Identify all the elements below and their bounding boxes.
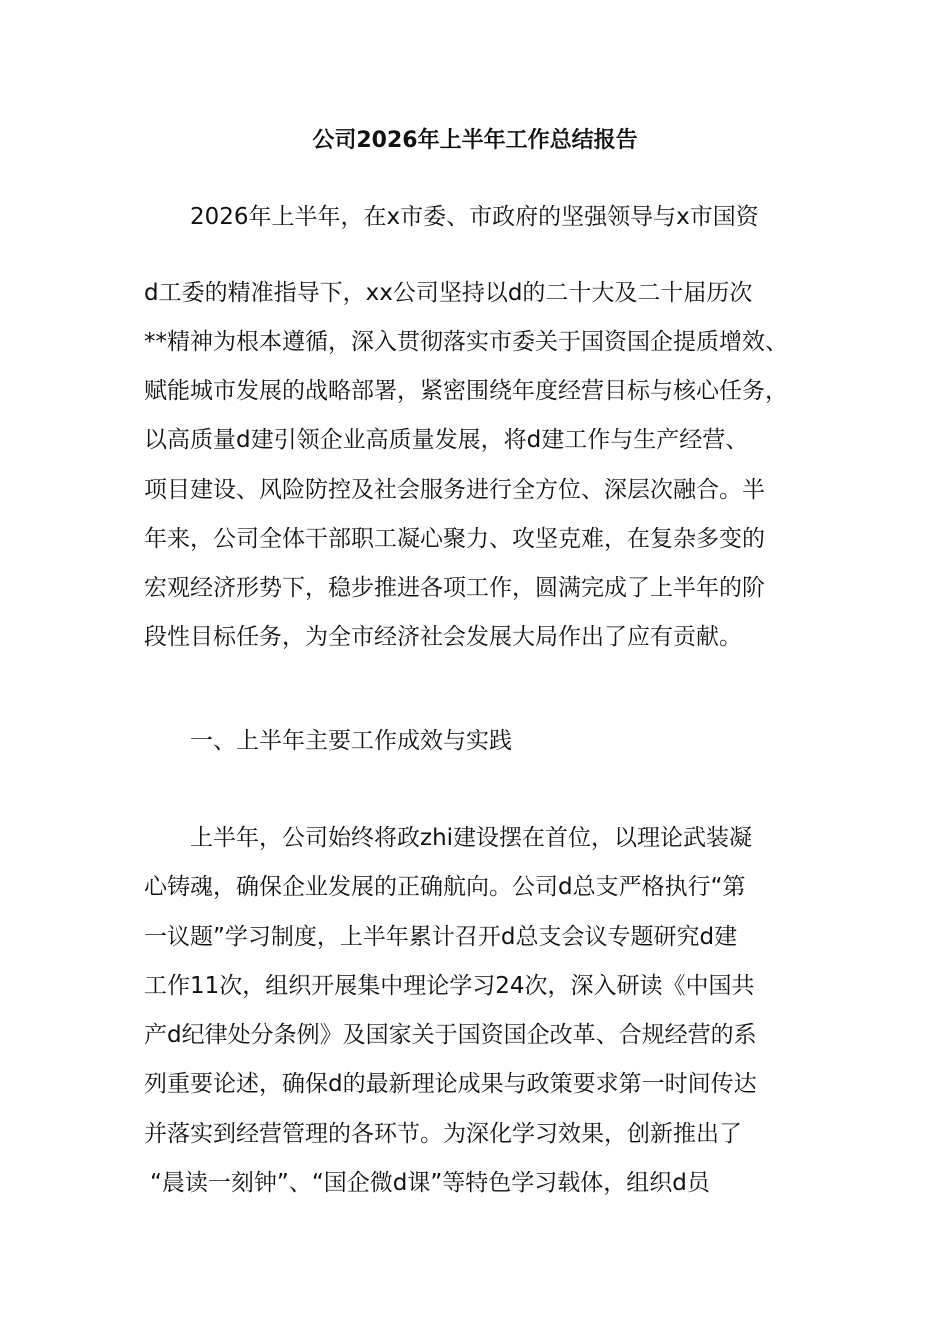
intro-line: 段性目标任务，为全市经济社会发展大局作出了应有贡献。 xyxy=(144,624,742,650)
intro-line: 以高质量d建引领企业高质量发展，将d建工作与生产经营、 xyxy=(144,427,749,453)
intro-line: 年来，公司全体干部职工凝心聚力、攻坚克难，在复杂多变的 xyxy=(144,526,765,552)
intro-line: 2026年上半年，在x市委、市政府的坚强领导与x市国资 xyxy=(190,204,759,230)
section-line: 一议题”学习制度，上半年累计召开d总支会议专题研究d建 xyxy=(144,924,738,950)
document-title: 公司2026年上半年工作总结报告 xyxy=(312,128,638,153)
intro-line: d工委的精准指导下，xx公司坚持以d的二十大及二十届历次 xyxy=(144,280,753,306)
section-line: 心铸魂，确保企业发展的正确航向。公司d总支严格执行“第 xyxy=(144,874,746,900)
section-line: “晨读一刻钟”、“国企微d课”等特色学习载体，组织d员 xyxy=(150,1170,710,1196)
section-line: 上半年，公司始终将政zhi建设摆在首位，以理论武装凝 xyxy=(190,825,753,851)
intro-line: 宏观经济形势下，稳步推进各项工作，圆满完成了上半年的阶 xyxy=(144,575,765,601)
intro-line: 项目建设、风险防控及社会服务进行全方位、深层次融合。半 xyxy=(144,477,765,503)
intro-line: 赋能城市发展的战略部署，紧密围绕年度经营目标与核心任务， xyxy=(144,378,788,404)
section-line: 列重要论述，确保d的最新理论成果与政策要求第一时间传达 xyxy=(144,1071,757,1097)
section-line: 产d纪律处分条例》及国家关于国资国企改革、合规经营的系 xyxy=(144,1022,757,1048)
section-heading: 一、上半年主要工作成效与实践 xyxy=(190,728,512,754)
section-line: 并落实到经营管理的各环节。为深化学习效果，创新推出了 xyxy=(144,1121,742,1147)
intro-line: **精神为根本遵循，深入贯彻落实市委关于国资国企提质增效、 xyxy=(144,329,788,355)
section-line: 工作11次，组织开展集中理论学习24次，深入研读《中国共 xyxy=(144,973,755,999)
